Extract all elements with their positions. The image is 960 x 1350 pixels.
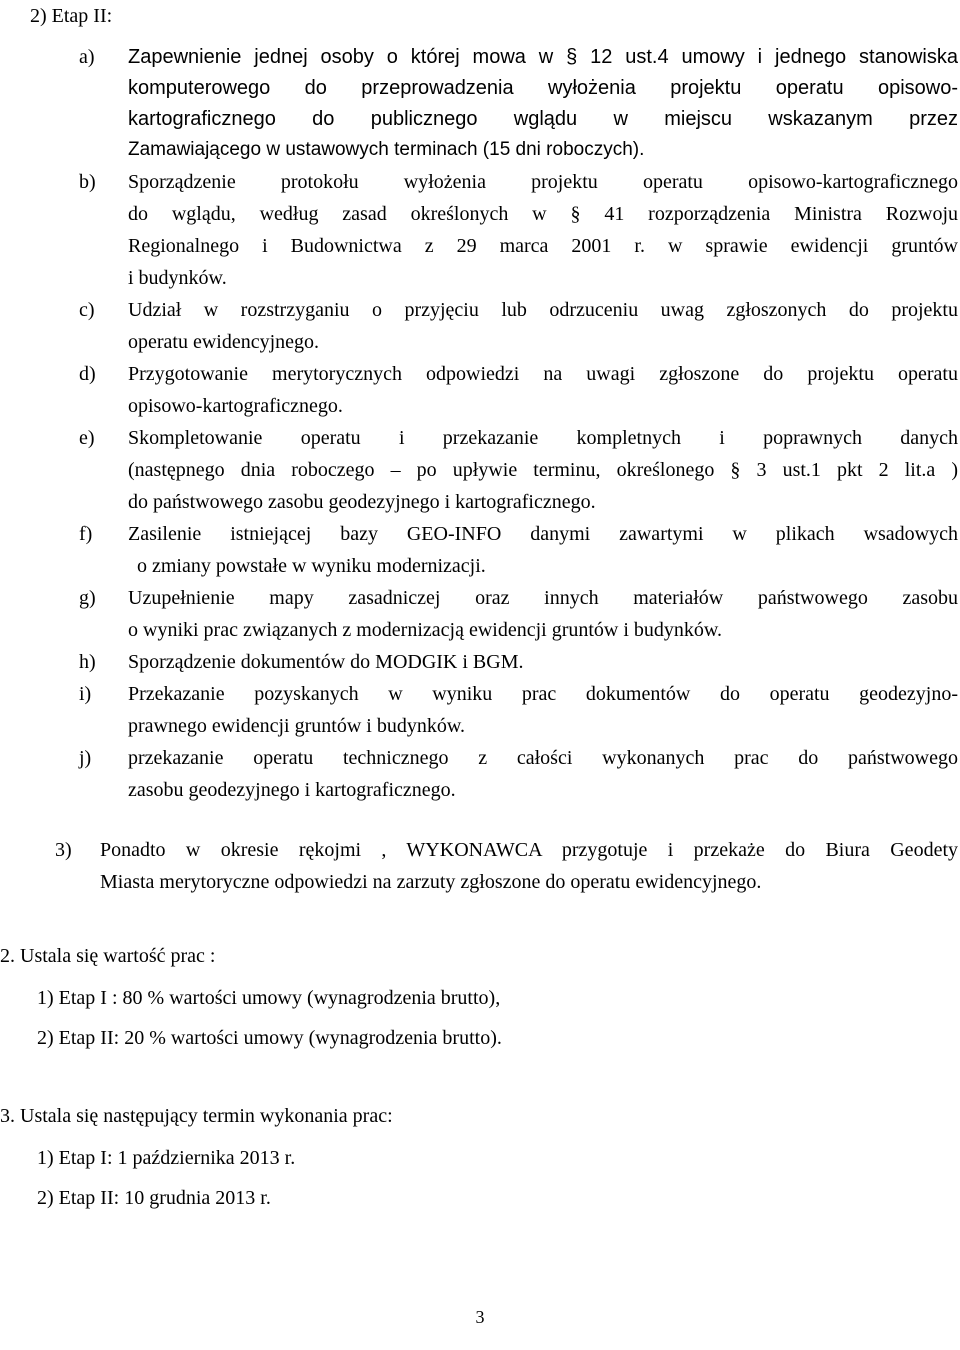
item-c-line-1: Udział w rozstrzyganiu o przyjęciu lub odrzuceniu uwag zgłoszonych do projektu — [128, 299, 958, 321]
item-a-marker: a) — [79, 46, 95, 68]
item-b-line-1: Sporządzenie protokołu wyłożenia projektu operatu opisowo-kartograficznego — [128, 171, 958, 193]
item-3-line-1: Ponadto w okresie rękojmi , WYKONAWCA przygotuje i przekaże do Biura Geodety — [100, 839, 958, 861]
item-a-line-4: Zamawiającego w ustawowych terminach (15 dni roboczych). — [128, 139, 645, 160]
item-c-marker: c) — [79, 299, 95, 321]
item-j-marker: j) — [79, 747, 92, 769]
item-f-line-1: Zasilenie istniejącej bazy GEO-INFO danymi zawartymi w plikach wsadowych — [128, 523, 958, 545]
page-number: 3 — [475, 1307, 485, 1327]
item-g-marker: g) — [79, 587, 96, 609]
item-i-line-1: Przekazanie pozyskanych w wyniku prac dokumentów do operatu geodezyjno- — [128, 683, 958, 705]
section-2-heading: 2. Ustala się wartość prac : — [0, 945, 216, 967]
item-f-line-2: o zmiany powstałe w wyniku modernizacji. — [137, 555, 486, 577]
item-i-line-2: prawnego ewidencji gruntów i budynków. — [128, 715, 465, 737]
item-a-line-2: komputerowego do przeprowadzenia wyłożenia projektu operatu opisowo- — [128, 77, 958, 99]
item-a-line-1: Zapewnienie jednej osoby o której mowa w § 12 ust.4 umowy i jednego stanowiska — [128, 46, 958, 68]
item-b-line-4: i budynków. — [128, 267, 227, 289]
item-b-line-2: do wglądu, według zasad określonych w § 41 rozporządzenia Ministra Rozwoju — [128, 203, 958, 225]
section-3-item-2: 2) Etap II: 10 grudnia 2013 r. — [37, 1187, 271, 1209]
item-e-line-1: Skompletowanie operatu i przekazanie kompletnych i poprawnych danych — [128, 427, 958, 449]
item-d-line-2: opisowo-kartograficznego. — [128, 395, 343, 417]
item-3-line-2: Miasta merytoryczne odpowiedzi na zarzuty zgłoszone do operatu ewidencyjnego. — [100, 871, 762, 893]
item-c-line-2: operatu ewidencyjnego. — [128, 331, 320, 353]
etap2-heading: 2) Etap II: — [30, 5, 113, 27]
item-d-marker: d) — [79, 363, 96, 385]
item-e-line-2: (następnego dnia roboczego – po upływie terminu, określonego § 3 ust.1 pkt 2 lit.a ) — [128, 459, 958, 481]
item-j-line-1: przekazanie operatu technicznego z całości wykonanych prac do państwowego — [128, 747, 958, 769]
section-2-item-1: 1) Etap I : 80 % wartości umowy (wynagrodzenia brutto), — [37, 987, 501, 1009]
item-b-line-3: Regionalnego i Budownictwa z 29 marca 2001 r. w sprawie ewidencji gruntów — [128, 235, 958, 257]
item-h-line-1: Sporządzenie dokumentów do MODGIK i BGM. — [128, 651, 524, 673]
section-3-item-1: 1) Etap I: 1 października 2013 r. — [37, 1147, 296, 1169]
item-f-marker: f) — [79, 523, 93, 545]
item-a-line-3: kartograficznego do publicznego wglądu w miejscu wskazanym przez — [128, 108, 958, 130]
item-e-line-3: do państwowego zasobu geodezyjnego i kartograficznego. — [128, 491, 596, 513]
section-3-heading: 3. Ustala się następujący termin wykonania prac: — [0, 1105, 393, 1127]
item-b-marker: b) — [79, 171, 96, 193]
item-d-line-1: Przygotowanie merytorycznych odpowiedzi na uwagi zgłoszone do projektu operatu — [128, 363, 958, 385]
item-e-marker: e) — [79, 427, 95, 449]
item-j-line-2: zasobu geodezyjnego i kartograficznego. — [128, 779, 456, 801]
item-g-line-1: Uzupełnienie mapy zasadniczej oraz innych materiałów państwowego zasobu — [128, 587, 958, 609]
item-i-marker: i) — [79, 683, 92, 705]
item-g-line-2: o wyniki prac związanych z modernizacją ewidencji gruntów i budynków. — [128, 619, 723, 641]
item-3-marker: 3) — [55, 839, 72, 861]
section-2-item-2: 2) Etap II: 20 % wartości umowy (wynagrodzenia brutto). — [37, 1027, 502, 1049]
item-h-marker: h) — [79, 651, 96, 673]
